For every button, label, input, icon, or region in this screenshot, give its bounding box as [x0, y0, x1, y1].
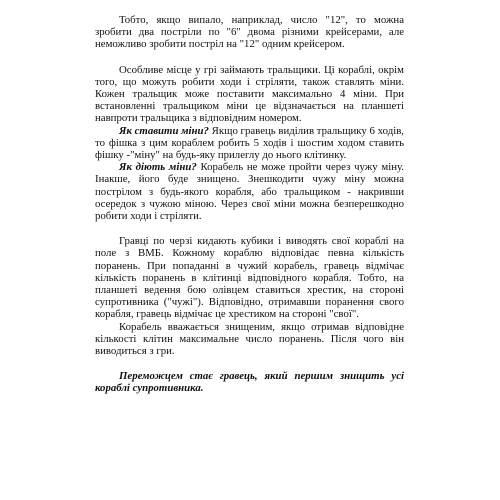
paragraph-shot-rule: Тобто, якщо випало, наприклад, число "12", то можна зробити два постріли по "6" двома різними крейсерами, але неможливо зробити постріл на "12" одним крейсером.: [95, 14, 404, 51]
paragraph-minesweepers: Особливе місце у грі займають тральщики. Ці кораблі, окрім того, що можуть робити ходи і стріляти, також ставлять міни. Кожен тральщик може поставити максимально 4 міни. При встановленні тральщиком міни це відзначається на планшеті навпроти тральщика з відповідним номером.: [95, 63, 404, 125]
paragraph-how-mines-work: [95, 161, 404, 222]
paragraph-damage-rules: Гравці по черзі кидають кубики і виводять свої кораблі на поле з ВМБ. Кожному кораблю відповідає певна кількість поранень. При попаданні в чужий корабель, гравець відмічає кількість поранень в клітинці відповідного корабля. Тобто, на планшеті ведення бою олівцем ставиться хрестик, на стороні супротивника ("чужі"). Відповідно, отримавши поранення свого корабля, гравець відмічає це хрестиком на стороні "свої".: [95, 235, 404, 321]
spacer: [95, 51, 404, 64]
question-how-mines-work: Як діють міни?: [119, 161, 197, 174]
answer-how-to-place-mines: Якщо гравець виділив тральщику 6 ходів, то фішка з цим кораблем робить 5 ходів і шостим ходом ставить фішку -"міну" на будь-яку прилеглу до нього клітинку.: [95, 124, 404, 162]
paragraph-how-to-place-mines: [95, 125, 404, 162]
paragraph-victory-condition: Переможцем стає гравець, який першим знищить усі кораблі супротивника.: [95, 370, 404, 395]
answer-how-mines-work: Корабель не може пройти через чужу міну. Інакше, його буде знищено. Знешкодити чужу міну можна пострілом з будь-якого корабля, або тральщиком - накривши осередок з чужою міною. Через свої міни можна безперешкодно робити ходи і стріляти.: [95, 161, 404, 223]
paragraph-ship-destroyed: Корабель вважається знищеним, якщо отримав відповідне кількості клітин максимальне число поранень. Після чого він виводиться з гри.: [95, 320, 404, 358]
question-how-to-place-mines: Як ставити міни?: [119, 124, 209, 137]
spacer: [95, 357, 404, 370]
spacer: [95, 222, 404, 235]
